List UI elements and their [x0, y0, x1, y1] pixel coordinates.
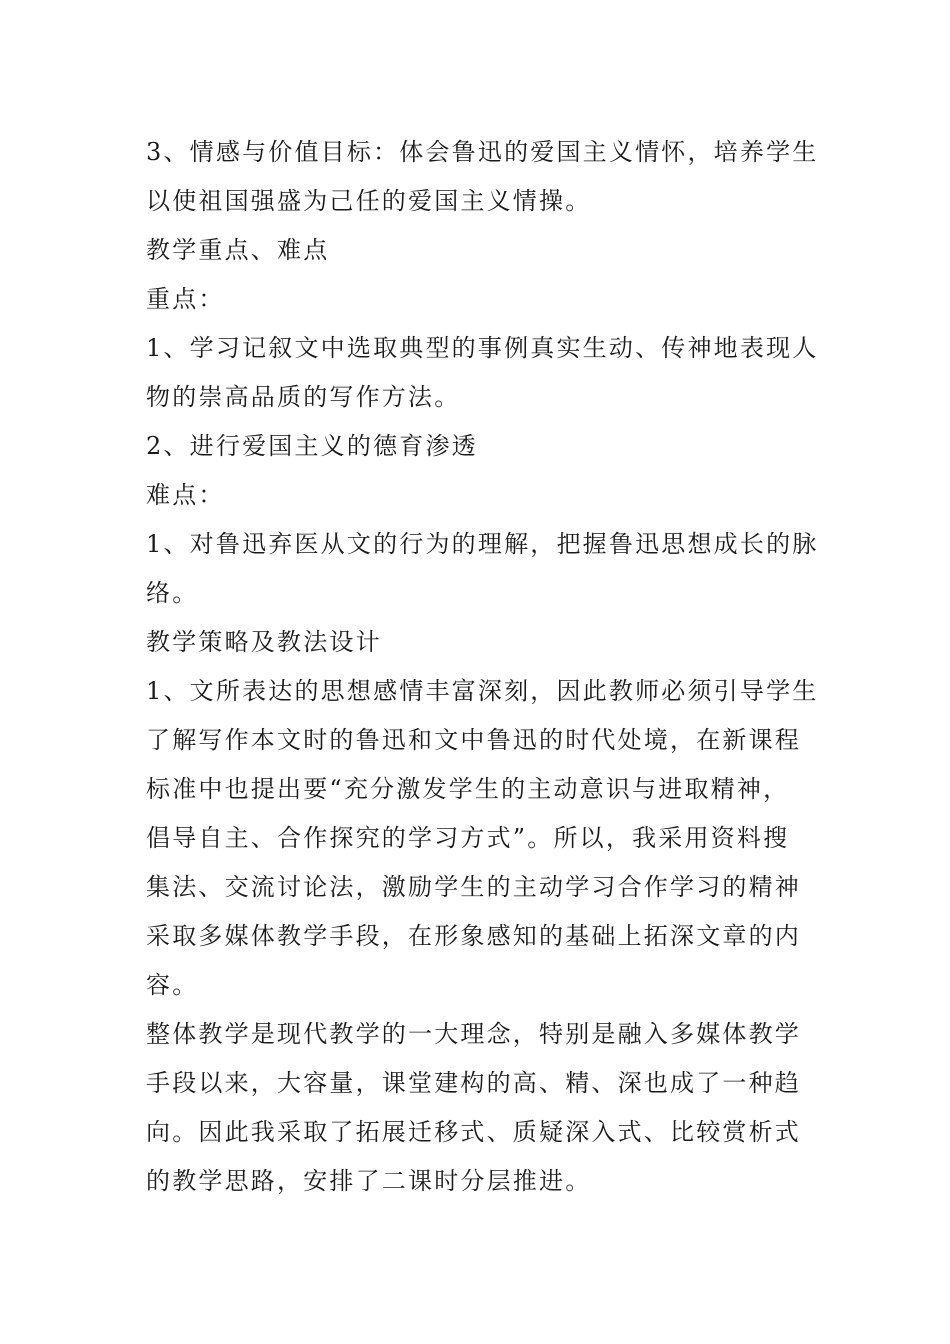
text-line: 络。: [146, 579, 199, 607]
text-line: 标准中也提出要“充分激发学生的主动意识与进取精神，: [146, 775, 790, 803]
text-line: 1、学习记叙文中选取典型的事例真实生动、传神地表现人: [146, 334, 819, 362]
text-line: 以使祖国强盛为己任的爱国主义情操。: [146, 187, 592, 215]
text-line: 整体教学是现代教学的一大理念，特别是融入多媒体教学: [146, 1020, 801, 1048]
text-line: 向。因此我采取了拓展迁移式、质疑深入式、比较赏析式: [146, 1118, 801, 1146]
text-line: 采取多媒体教学手段，在形象感知的基础上拓深文章的内: [146, 922, 801, 950]
sub-heading: 重点：: [146, 285, 225, 313]
text-line: 集法、交流讨论法，激励学生的主动学习合作学习的精神: [146, 873, 801, 901]
text-line: 3、情感与价值目标：体会鲁迅的爱国主义情怀，培养学生: [146, 138, 819, 166]
text-line: 的教学思路，安排了二课时分层推进。: [146, 1167, 592, 1195]
text-line: 手段以来，大容量，课堂建构的高、精、深也成了一种趋: [146, 1069, 801, 1097]
text-line: 容。: [146, 971, 199, 999]
document-body: [146, 128, 819, 1206]
text-line: 1、对鲁迅弃医从文的行为的理解，把握鲁迅思想成长的脉: [146, 530, 819, 558]
text-line: 倡导自主、合作探究的学习方式”。所以，我采用资料搜: [146, 824, 790, 852]
text-line: 2、进行爱国主义的德育渗透: [146, 432, 478, 460]
text-line: 1、文所表达的思想感情丰富深刻，因此教师必须引导学生: [146, 677, 819, 705]
section-heading: 教学策略及教法设计: [146, 628, 382, 656]
text-line: 了解写作本文时的鲁迅和文中鲁迅的时代处境，在新课程: [146, 726, 801, 754]
text-line: 物的崇高品质的写作方法。: [146, 383, 461, 411]
section-heading: 教学重点、难点: [146, 236, 330, 264]
sub-heading: 难点：: [146, 481, 225, 509]
